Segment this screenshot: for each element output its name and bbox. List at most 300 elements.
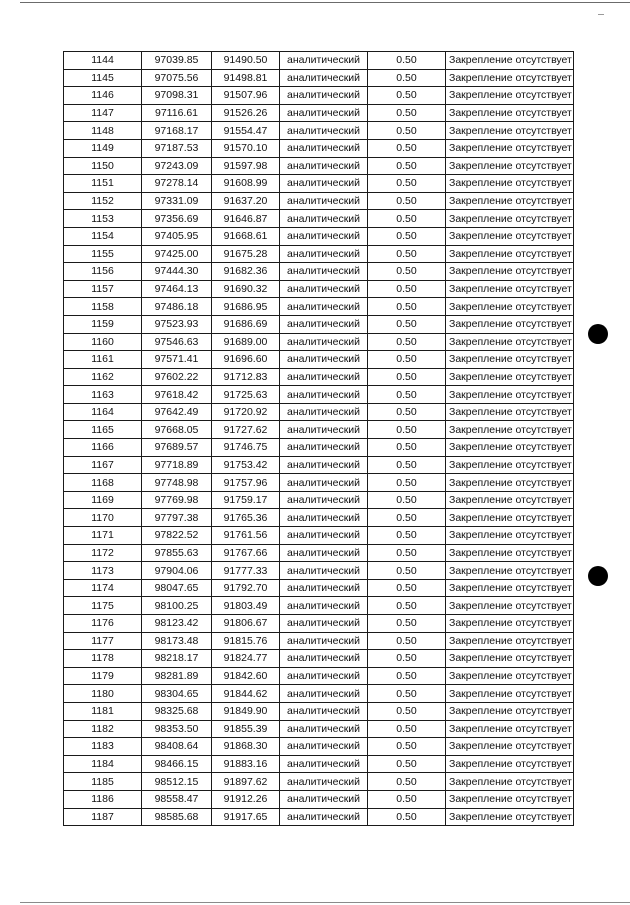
point-number-cell: 1179 — [64, 667, 142, 685]
point-number-cell: 1178 — [64, 650, 142, 668]
point-number-cell: 1165 — [64, 421, 142, 439]
fixation-note-cell: Закрепление отсутствует — [446, 790, 574, 808]
x-coordinate-cell: 97718.89 — [142, 456, 212, 474]
accuracy-cell: 0.50 — [368, 227, 446, 245]
page-top-edge — [20, 2, 630, 3]
fixation-note-cell: Закрепление отсутствует — [446, 210, 574, 228]
method-cell: аналитический — [280, 509, 368, 527]
fixation-note-cell: Закрепление отсутствует — [446, 808, 574, 826]
y-coordinate-cell: 91917.65 — [212, 808, 280, 826]
fixation-note-cell: Закрепление отсутствует — [446, 386, 574, 404]
x-coordinate-cell: 98047.65 — [142, 579, 212, 597]
y-coordinate-cell: 91646.87 — [212, 210, 280, 228]
accuracy-cell: 0.50 — [368, 333, 446, 351]
y-coordinate-cell: 91682.36 — [212, 263, 280, 281]
method-cell: аналитический — [280, 403, 368, 421]
point-number-cell: 1169 — [64, 491, 142, 509]
fixation-note-cell: Закрепление отсутствует — [446, 738, 574, 756]
x-coordinate-cell: 97668.05 — [142, 421, 212, 439]
accuracy-cell: 0.50 — [368, 351, 446, 369]
method-cell: аналитический — [280, 210, 368, 228]
x-coordinate-cell: 97486.18 — [142, 298, 212, 316]
point-number-cell: 1186 — [64, 790, 142, 808]
y-coordinate-cell: 91686.95 — [212, 298, 280, 316]
method-cell: аналитический — [280, 175, 368, 193]
accuracy-cell: 0.50 — [368, 157, 446, 175]
fixation-note-cell: Закрепление отсутствует — [446, 597, 574, 615]
x-coordinate-cell: 98466.15 — [142, 755, 212, 773]
fixation-note-cell: Закрепление отсутствует — [446, 632, 574, 650]
method-cell: аналитический — [280, 527, 368, 545]
x-coordinate-cell: 97602.22 — [142, 368, 212, 386]
method-cell: аналитический — [280, 667, 368, 685]
method-cell: аналитический — [280, 157, 368, 175]
fixation-note-cell: Закрепление отсутствует — [446, 245, 574, 263]
y-coordinate-cell: 91806.67 — [212, 615, 280, 633]
table-row — [64, 139, 574, 157]
table-row — [64, 773, 574, 791]
y-coordinate-cell: 91868.30 — [212, 738, 280, 756]
fixation-note-cell: Закрепление отсутствует — [446, 421, 574, 439]
x-coordinate-cell: 97039.85 — [142, 52, 212, 70]
accuracy-cell: 0.50 — [368, 139, 446, 157]
x-coordinate-cell: 97748.98 — [142, 474, 212, 492]
table-row — [64, 456, 574, 474]
point-number-cell: 1160 — [64, 333, 142, 351]
y-coordinate-cell: 91696.60 — [212, 351, 280, 369]
y-coordinate-cell: 91746.75 — [212, 439, 280, 457]
table-row — [64, 403, 574, 421]
fixation-note-cell: Закрепление отсутствует — [446, 403, 574, 421]
table-row — [64, 263, 574, 281]
point-number-cell: 1173 — [64, 562, 142, 580]
point-number-cell: 1183 — [64, 738, 142, 756]
method-cell: аналитический — [280, 790, 368, 808]
fixation-note-cell: Закрепление отсутствует — [446, 157, 574, 175]
y-coordinate-cell: 91570.10 — [212, 139, 280, 157]
table-row — [64, 386, 574, 404]
y-coordinate-cell: 91815.76 — [212, 632, 280, 650]
method-cell: аналитический — [280, 579, 368, 597]
accuracy-cell: 0.50 — [368, 403, 446, 421]
table-row — [64, 544, 574, 562]
point-number-cell: 1185 — [64, 773, 142, 791]
fixation-note-cell: Закрепление отсутствует — [446, 298, 574, 316]
fixation-note-cell: Закрепление отсутствует — [446, 368, 574, 386]
table-row — [64, 351, 574, 369]
table-row — [64, 527, 574, 545]
fixation-note-cell: Закрепление отсутствует — [446, 351, 574, 369]
y-coordinate-cell: 91689.00 — [212, 333, 280, 351]
x-coordinate-cell: 97822.52 — [142, 527, 212, 545]
x-coordinate-cell: 98304.65 — [142, 685, 212, 703]
point-number-cell: 1157 — [64, 280, 142, 298]
x-coordinate-cell: 98100.25 — [142, 597, 212, 615]
table-row — [64, 52, 574, 70]
fixation-note-cell: Закрепление отсутствует — [446, 702, 574, 720]
point-number-cell: 1161 — [64, 351, 142, 369]
point-number-cell: 1159 — [64, 315, 142, 333]
point-number-cell: 1152 — [64, 192, 142, 210]
y-coordinate-cell: 91824.77 — [212, 650, 280, 668]
accuracy-cell: 0.50 — [368, 69, 446, 87]
y-coordinate-cell: 91792.70 — [212, 579, 280, 597]
accuracy-cell: 0.50 — [368, 52, 446, 70]
method-cell: аналитический — [280, 87, 368, 105]
fixation-note-cell: Закрепление отсутствует — [446, 439, 574, 457]
method-cell: аналитический — [280, 192, 368, 210]
accuracy-cell: 0.50 — [368, 685, 446, 703]
fixation-note-cell: Закрепление отсутствует — [446, 104, 574, 122]
x-coordinate-cell: 97642.49 — [142, 403, 212, 421]
accuracy-cell: 0.50 — [368, 720, 446, 738]
method-cell: аналитический — [280, 650, 368, 668]
method-cell: аналитический — [280, 52, 368, 70]
table-row — [64, 738, 574, 756]
accuracy-cell: 0.50 — [368, 192, 446, 210]
x-coordinate-cell: 97425.00 — [142, 245, 212, 263]
point-number-cell: 1175 — [64, 597, 142, 615]
point-number-cell: 1187 — [64, 808, 142, 826]
y-coordinate-cell: 91507.96 — [212, 87, 280, 105]
fixation-note-cell: Закрепление отсутствует — [446, 139, 574, 157]
table-row — [64, 315, 574, 333]
x-coordinate-cell: 98123.42 — [142, 615, 212, 633]
table-row — [64, 280, 574, 298]
table-row — [64, 597, 574, 615]
point-number-cell: 1148 — [64, 122, 142, 140]
y-coordinate-cell: 91844.62 — [212, 685, 280, 703]
method-cell: аналитический — [280, 474, 368, 492]
fixation-note-cell: Закрепление отсутствует — [446, 175, 574, 193]
point-number-cell: 1162 — [64, 368, 142, 386]
point-number-cell: 1172 — [64, 544, 142, 562]
x-coordinate-cell: 97356.69 — [142, 210, 212, 228]
accuracy-cell: 0.50 — [368, 421, 446, 439]
accuracy-cell: 0.50 — [368, 491, 446, 509]
table-row — [64, 245, 574, 263]
page-bottom-edge — [20, 902, 630, 903]
point-number-cell: 1149 — [64, 139, 142, 157]
x-coordinate-cell: 97523.93 — [142, 315, 212, 333]
method-cell: аналитический — [280, 351, 368, 369]
method-cell: аналитический — [280, 104, 368, 122]
table-row — [64, 157, 574, 175]
y-coordinate-cell: 91757.96 — [212, 474, 280, 492]
accuracy-cell: 0.50 — [368, 104, 446, 122]
method-cell: аналитический — [280, 773, 368, 791]
y-coordinate-cell: 91727.62 — [212, 421, 280, 439]
point-number-cell: 1151 — [64, 175, 142, 193]
table-row — [64, 491, 574, 509]
fixation-note-cell: Закрепление отсутствует — [446, 544, 574, 562]
method-cell: аналитический — [280, 298, 368, 316]
y-coordinate-cell: 91686.69 — [212, 315, 280, 333]
coordinates-table-body — [64, 52, 574, 826]
y-coordinate-cell: 91554.47 — [212, 122, 280, 140]
point-number-cell: 1170 — [64, 509, 142, 527]
x-coordinate-cell: 97618.42 — [142, 386, 212, 404]
method-cell: аналитический — [280, 720, 368, 738]
x-coordinate-cell: 98558.47 — [142, 790, 212, 808]
point-number-cell: 1180 — [64, 685, 142, 703]
accuracy-cell: 0.50 — [368, 210, 446, 228]
y-coordinate-cell: 91761.56 — [212, 527, 280, 545]
binder-punch-hole — [588, 324, 608, 344]
y-coordinate-cell: 91675.28 — [212, 245, 280, 263]
fixation-note-cell: Закрепление отсутствует — [446, 456, 574, 474]
accuracy-cell: 0.50 — [368, 755, 446, 773]
fixation-note-cell: Закрепление отсутствует — [446, 315, 574, 333]
y-coordinate-cell: 91883.16 — [212, 755, 280, 773]
y-coordinate-cell: 91759.17 — [212, 491, 280, 509]
y-coordinate-cell: 91720.92 — [212, 403, 280, 421]
point-number-cell: 1171 — [64, 527, 142, 545]
fixation-note-cell: Закрепление отсутствует — [446, 87, 574, 105]
y-coordinate-cell: 91765.36 — [212, 509, 280, 527]
fixation-note-cell: Закрепление отсутствует — [446, 755, 574, 773]
method-cell: аналитический — [280, 122, 368, 140]
fixation-note-cell: Закрепление отсутствует — [446, 491, 574, 509]
accuracy-cell: 0.50 — [368, 562, 446, 580]
point-number-cell: 1168 — [64, 474, 142, 492]
method-cell: аналитический — [280, 386, 368, 404]
method-cell: аналитический — [280, 738, 368, 756]
table-row — [64, 175, 574, 193]
fixation-note-cell: Закрепление отсутствует — [446, 263, 574, 281]
x-coordinate-cell: 98512.15 — [142, 773, 212, 791]
method-cell: аналитический — [280, 685, 368, 703]
y-coordinate-cell: 91855.39 — [212, 720, 280, 738]
point-number-cell: 1144 — [64, 52, 142, 70]
y-coordinate-cell: 91753.42 — [212, 456, 280, 474]
fixation-note-cell: Закрепление отсутствует — [446, 69, 574, 87]
fixation-note-cell: Закрепление отсутствует — [446, 720, 574, 738]
table-row — [64, 298, 574, 316]
accuracy-cell: 0.50 — [368, 122, 446, 140]
y-coordinate-cell: 91725.63 — [212, 386, 280, 404]
table-row — [64, 87, 574, 105]
fixation-note-cell: Закрепление отсутствует — [446, 773, 574, 791]
point-number-cell: 1150 — [64, 157, 142, 175]
y-coordinate-cell: 91803.49 — [212, 597, 280, 615]
y-coordinate-cell: 91897.62 — [212, 773, 280, 791]
y-coordinate-cell: 91712.83 — [212, 368, 280, 386]
fixation-note-cell: Закрепление отсутствует — [446, 122, 574, 140]
x-coordinate-cell: 97278.14 — [142, 175, 212, 193]
fixation-note-cell: Закрепление отсутствует — [446, 650, 574, 668]
fixation-note-cell: Закрепление отсутствует — [446, 527, 574, 545]
y-coordinate-cell: 91490.50 — [212, 52, 280, 70]
fixation-note-cell: Закрепление отсутствует — [446, 579, 574, 597]
table-row — [64, 720, 574, 738]
y-coordinate-cell: 91608.99 — [212, 175, 280, 193]
x-coordinate-cell: 98585.68 — [142, 808, 212, 826]
y-coordinate-cell: 91668.61 — [212, 227, 280, 245]
method-cell: аналитический — [280, 368, 368, 386]
y-coordinate-cell: 91842.60 — [212, 667, 280, 685]
fixation-note-cell: Закрепление отсутствует — [446, 562, 574, 580]
point-number-cell: 1154 — [64, 227, 142, 245]
method-cell: аналитический — [280, 808, 368, 826]
method-cell: аналитический — [280, 421, 368, 439]
method-cell: аналитический — [280, 333, 368, 351]
table-row — [64, 509, 574, 527]
method-cell: аналитический — [280, 227, 368, 245]
table-row — [64, 755, 574, 773]
method-cell: аналитический — [280, 456, 368, 474]
y-coordinate-cell: 91690.32 — [212, 280, 280, 298]
method-cell: аналитический — [280, 315, 368, 333]
x-coordinate-cell: 97444.30 — [142, 263, 212, 281]
x-coordinate-cell: 98408.64 — [142, 738, 212, 756]
method-cell: аналитический — [280, 702, 368, 720]
table-row — [64, 439, 574, 457]
table-row — [64, 192, 574, 210]
fixation-note-cell: Закрепление отсутствует — [446, 474, 574, 492]
x-coordinate-cell: 97797.38 — [142, 509, 212, 527]
x-coordinate-cell: 98173.48 — [142, 632, 212, 650]
table-row — [64, 210, 574, 228]
fixation-note-cell: Закрепление отсутствует — [446, 509, 574, 527]
table-row — [64, 368, 574, 386]
fixation-note-cell: Закрепление отсутствует — [446, 333, 574, 351]
table-row — [64, 69, 574, 87]
fixation-note-cell: Закрепление отсутствует — [446, 667, 574, 685]
method-cell: аналитический — [280, 544, 368, 562]
table-row — [64, 667, 574, 685]
accuracy-cell: 0.50 — [368, 597, 446, 615]
point-number-cell: 1182 — [64, 720, 142, 738]
point-number-cell: 1163 — [64, 386, 142, 404]
accuracy-cell: 0.50 — [368, 280, 446, 298]
table-row — [64, 579, 574, 597]
table-row — [64, 702, 574, 720]
table-row — [64, 650, 574, 668]
accuracy-cell: 0.50 — [368, 315, 446, 333]
x-coordinate-cell: 97116.61 — [142, 104, 212, 122]
accuracy-cell: 0.50 — [368, 175, 446, 193]
accuracy-cell: 0.50 — [368, 650, 446, 668]
x-coordinate-cell: 97331.09 — [142, 192, 212, 210]
fixation-note-cell: Закрепление отсутствует — [446, 615, 574, 633]
accuracy-cell: 0.50 — [368, 456, 446, 474]
accuracy-cell: 0.50 — [368, 790, 446, 808]
accuracy-cell: 0.50 — [368, 667, 446, 685]
accuracy-cell: 0.50 — [368, 263, 446, 281]
accuracy-cell: 0.50 — [368, 544, 446, 562]
point-number-cell: 1184 — [64, 755, 142, 773]
x-coordinate-cell: 97098.31 — [142, 87, 212, 105]
x-coordinate-cell: 97168.17 — [142, 122, 212, 140]
table-row — [64, 632, 574, 650]
x-coordinate-cell: 98281.89 — [142, 667, 212, 685]
table-row — [64, 421, 574, 439]
x-coordinate-cell: 97075.56 — [142, 69, 212, 87]
table-row — [64, 808, 574, 826]
x-coordinate-cell: 97187.53 — [142, 139, 212, 157]
table-row — [64, 474, 574, 492]
y-coordinate-cell: 91849.90 — [212, 702, 280, 720]
point-number-cell: 1176 — [64, 615, 142, 633]
method-cell: аналитический — [280, 439, 368, 457]
table-row — [64, 104, 574, 122]
method-cell: аналитический — [280, 139, 368, 157]
x-coordinate-cell: 97769.98 — [142, 491, 212, 509]
y-coordinate-cell: 91498.81 — [212, 69, 280, 87]
accuracy-cell: 0.50 — [368, 386, 446, 404]
table-row — [64, 227, 574, 245]
point-number-cell: 1174 — [64, 579, 142, 597]
method-cell: аналитический — [280, 597, 368, 615]
x-coordinate-cell: 97571.41 — [142, 351, 212, 369]
method-cell: аналитический — [280, 615, 368, 633]
accuracy-cell: 0.50 — [368, 738, 446, 756]
point-number-cell: 1158 — [64, 298, 142, 316]
y-coordinate-cell: 91777.33 — [212, 562, 280, 580]
fixation-note-cell: Закрепление отсутствует — [446, 52, 574, 70]
table-row — [64, 562, 574, 580]
point-number-cell: 1146 — [64, 87, 142, 105]
method-cell: аналитический — [280, 245, 368, 263]
point-number-cell: 1181 — [64, 702, 142, 720]
fixation-note-cell: Закрепление отсутствует — [446, 192, 574, 210]
accuracy-cell: 0.50 — [368, 773, 446, 791]
fixation-note-cell: Закрепление отсутствует — [446, 227, 574, 245]
accuracy-cell: 0.50 — [368, 579, 446, 597]
method-cell: аналитический — [280, 755, 368, 773]
accuracy-cell: 0.50 — [368, 439, 446, 457]
accuracy-cell: 0.50 — [368, 298, 446, 316]
x-coordinate-cell: 97689.57 — [142, 439, 212, 457]
x-coordinate-cell: 97904.06 — [142, 562, 212, 580]
accuracy-cell: 0.50 — [368, 368, 446, 386]
method-cell: аналитический — [280, 491, 368, 509]
x-coordinate-cell: 98353.50 — [142, 720, 212, 738]
x-coordinate-cell: 98325.68 — [142, 702, 212, 720]
point-number-cell: 1155 — [64, 245, 142, 263]
table-row — [64, 122, 574, 140]
point-number-cell: 1153 — [64, 210, 142, 228]
x-coordinate-cell: 97405.95 — [142, 227, 212, 245]
accuracy-cell: 0.50 — [368, 702, 446, 720]
accuracy-cell: 0.50 — [368, 474, 446, 492]
y-coordinate-cell: 91767.66 — [212, 544, 280, 562]
x-coordinate-cell: 97464.13 — [142, 280, 212, 298]
point-number-cell: 1156 — [64, 263, 142, 281]
binder-punch-hole — [588, 566, 608, 586]
accuracy-cell: 0.50 — [368, 87, 446, 105]
method-cell: аналитический — [280, 263, 368, 281]
point-number-cell: 1147 — [64, 104, 142, 122]
point-number-cell: 1177 — [64, 632, 142, 650]
table-row — [64, 333, 574, 351]
coordinates-table — [63, 51, 574, 826]
table-row — [64, 615, 574, 633]
scan-mark — [598, 14, 604, 15]
accuracy-cell: 0.50 — [368, 509, 446, 527]
x-coordinate-cell: 97855.63 — [142, 544, 212, 562]
accuracy-cell: 0.50 — [368, 527, 446, 545]
point-number-cell: 1167 — [64, 456, 142, 474]
y-coordinate-cell: 91912.26 — [212, 790, 280, 808]
method-cell: аналитический — [280, 632, 368, 650]
point-number-cell: 1164 — [64, 403, 142, 421]
accuracy-cell: 0.50 — [368, 808, 446, 826]
table-row — [64, 685, 574, 703]
method-cell: аналитический — [280, 280, 368, 298]
table-row — [64, 790, 574, 808]
